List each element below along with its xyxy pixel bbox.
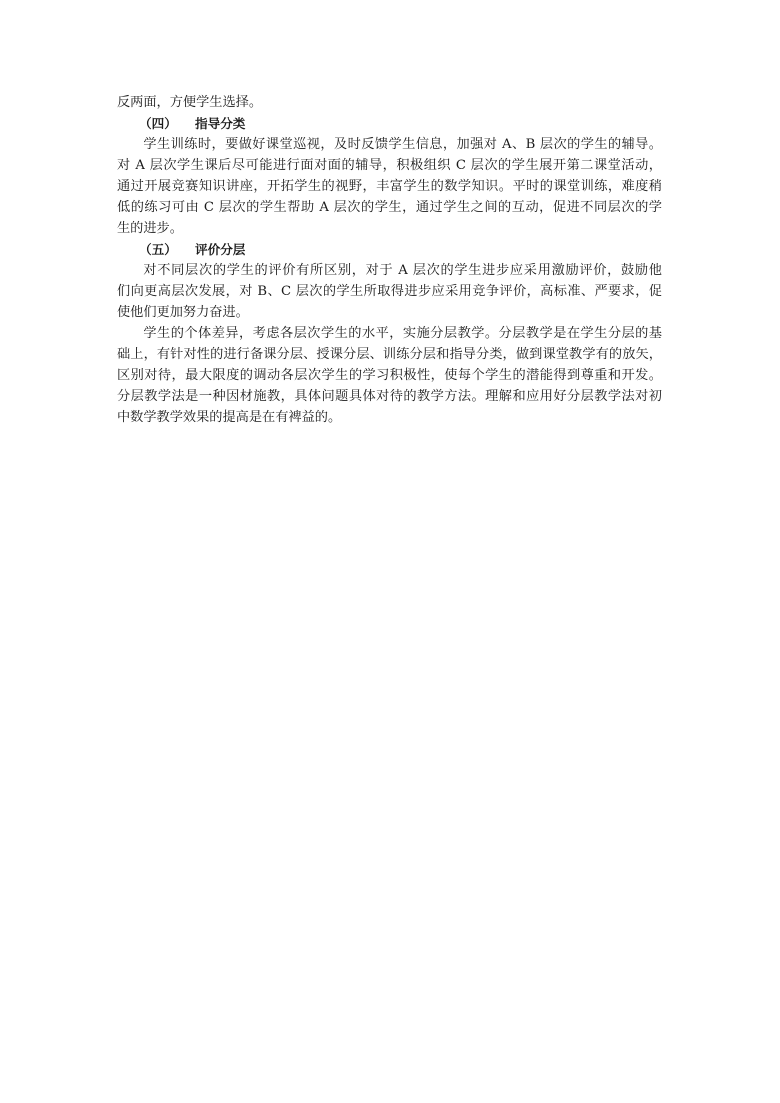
paragraph-line: 础上，有针对性的进行备课分层、授课分层、训练分层和指导分类，做到课堂教学有的放矢，	[117, 347, 662, 362]
paragraph-line: 生的进步。	[117, 221, 183, 236]
paragraph-line: 学生训练时，要做好课堂巡视，及时反馈学生信息，加强对 A、B 层次的学生的辅导。	[143, 137, 662, 152]
paragraph-line: 们向更高层次发展，对 B、C 层次的学生所取得进步应采用竞争评价，高标准、严要求，促	[117, 284, 662, 299]
paragraph-line: 反两面，方便学生选择。	[117, 95, 263, 110]
paragraph-line: 中数学教学效果的提高是在有裨益的。	[117, 410, 342, 425]
paragraph-line: 通过开展竞赛知识讲座，开拓学生的视野，丰富学生的数学知识。平时的课堂训练，难度稍	[117, 179, 662, 194]
paragraph-line: 区别对待，最大限度的调动各层次学生的学习积极性，使每个学生的潜能得到尊重和开发。	[117, 368, 662, 383]
section-heading-5	[117, 239, 662, 260]
paragraph-line: 分层教学法是一种因材施教，具体问题具体对待的教学方法。理解和应用好分层教学法对初	[117, 389, 662, 404]
document-page	[117, 92, 662, 428]
section-number: （四）	[139, 116, 177, 131]
section-number: （五）	[139, 242, 177, 257]
section-title: 指导分类	[195, 116, 246, 131]
paragraph-line: 使他们更加努力奋进。	[117, 305, 249, 320]
paragraph-line: 对不同层次的学生的评价有所区别，对于 A 层次的学生进步应采用激励评价，鼓励他	[143, 263, 662, 278]
section-heading-4	[117, 113, 662, 134]
paragraph-line: 低的练习可由 C 层次的学生帮助 A 层次的学生，通过学生之间的互动，促进不同层次的学	[117, 200, 662, 215]
paragraph-line: 学生的个体差异，考虑各层次学生的水平，实施分层教学。分层教学是在学生分层的基	[143, 326, 662, 341]
paragraph-line: 对 A 层次学生课后尽可能进行面对面的辅导，积极组织 C 层次的学生展开第二课堂活动，	[117, 158, 662, 173]
section-title: 评价分层	[195, 242, 246, 257]
